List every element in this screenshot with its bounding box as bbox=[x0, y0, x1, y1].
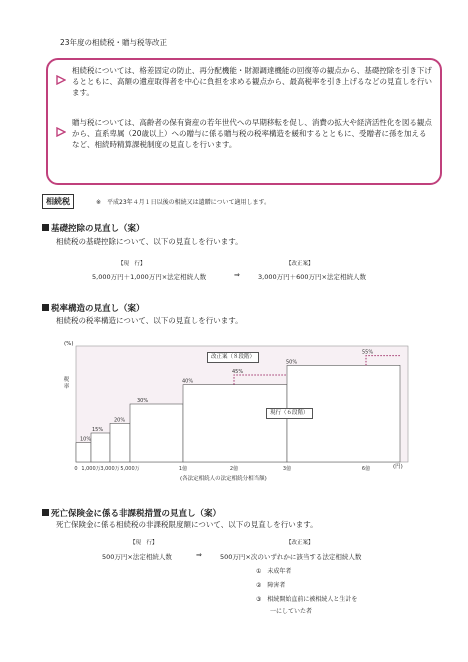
arrow-icon: ⇒ bbox=[234, 271, 240, 279]
y-unit-label: (%) bbox=[64, 341, 74, 347]
current-rate-bar bbox=[76, 443, 91, 462]
rate-data-label: 20% bbox=[114, 417, 126, 424]
black-square-icon bbox=[42, 509, 49, 516]
condition-item: ① 未成年者 bbox=[256, 568, 292, 575]
section-title: 基礎控除の見直し（案） bbox=[51, 224, 145, 234]
label-current: 【現 行】 bbox=[118, 261, 146, 267]
rate-data-label: 30% bbox=[137, 398, 149, 404]
condition-item: ② 障害者 bbox=[256, 582, 286, 589]
x-tick-label: 6億 bbox=[361, 466, 371, 472]
revised-formula: 500万円×次のいずれかに該当する法定相続人数 bbox=[220, 553, 362, 561]
current-rate-bar bbox=[110, 423, 130, 462]
x-tick-label: 2億 bbox=[229, 466, 239, 472]
rate-data-label: 40% bbox=[182, 378, 194, 385]
current-rate-bar bbox=[183, 385, 287, 462]
label-revised: 【改正案】 bbox=[286, 540, 314, 546]
rate-data-label: 50% bbox=[286, 359, 298, 366]
rate-data-label: 15% bbox=[92, 427, 104, 433]
page-title: 23年度の相続税・贈与税等改正 bbox=[60, 38, 168, 47]
x-tick-label: 1,000万 bbox=[81, 466, 101, 472]
section-desc: 相続税の税率構造について、以下の見直しを行います。 bbox=[56, 316, 243, 325]
label-current: 【現 行】 bbox=[130, 540, 158, 546]
condition-item: 一にしていた者 bbox=[270, 608, 313, 615]
application-note: ※ 平成23年４月１日以後の相続又は遺贈について適用します。 bbox=[96, 199, 271, 206]
condition-item: ③ 相続開始直前に被相続人と生計を bbox=[256, 596, 358, 603]
x-tick-label: 3億 bbox=[282, 466, 292, 472]
label-revised: 【改正案】 bbox=[286, 261, 314, 267]
x-axis-caption: (各法定相続人の法定相続分相当額) bbox=[180, 476, 267, 482]
inheritance-tax-tag: 相続税 bbox=[42, 194, 74, 209]
legend-current: 現行（６段階） bbox=[266, 408, 313, 419]
rate-data-label: 10% bbox=[80, 436, 92, 443]
revised-formula: 3,000万円＋600万円×法定相続人数 bbox=[258, 273, 366, 281]
x-tick-label: 5,000万 bbox=[120, 466, 140, 472]
section-title: 死亡保険金に係る非課税措置の見直し（案） bbox=[51, 509, 222, 519]
summary-text-1: 相続税については、格差固定の防止、再分配機能・財源調達機能の回復等の観点から、基礎控除を引き下げるとともに、高額の遺産取得者を中心に負担を求める観点から、最高税率を引き上げるなどの見直しを行います。 bbox=[72, 66, 432, 97]
arrow-icon: ⇒ bbox=[196, 551, 202, 559]
current-rate-bar bbox=[91, 433, 110, 462]
y-axis-label: 税率 bbox=[63, 377, 70, 390]
section-insurance-heading bbox=[42, 507, 221, 519]
section-desc: 相続税の基礎控除について、以下の見直しを行います。 bbox=[56, 237, 243, 246]
x-tick-label: 1億 bbox=[178, 466, 188, 472]
x-tick-label: 0 bbox=[74, 466, 78, 472]
current-formula: 500万円×法定相続人数 bbox=[102, 553, 172, 561]
section-title: 税率構造の見直し（案） bbox=[51, 304, 145, 314]
section-desc: 死亡保険金に係る相続税の非課税限度額について、以下の見直しを行います。 bbox=[56, 520, 318, 529]
current-rate-bar bbox=[130, 404, 183, 462]
summary-text-2: 贈与税については、高齢者の保有資産の若年世代への早期移転を促し、消費の拡大や経済活性化を図る観点から、直系卑属（20歳以上）への贈与に係る贈与税の税率構造を緩和するとともに、受贈者に孫を加えるなど、相続時精算課税制度の見直しを行います。 bbox=[72, 118, 432, 149]
x-tick-label: 3,000万 bbox=[100, 466, 120, 472]
current-formula: 5,000万円＋1,000万円×法定相続人数 bbox=[92, 273, 207, 281]
rate-data-label: 55% bbox=[362, 349, 374, 356]
legend-revised: 改正案（８段階） bbox=[207, 352, 259, 363]
rate-data-label: 45% bbox=[232, 369, 244, 375]
x-unit-label: (円) bbox=[393, 464, 403, 470]
